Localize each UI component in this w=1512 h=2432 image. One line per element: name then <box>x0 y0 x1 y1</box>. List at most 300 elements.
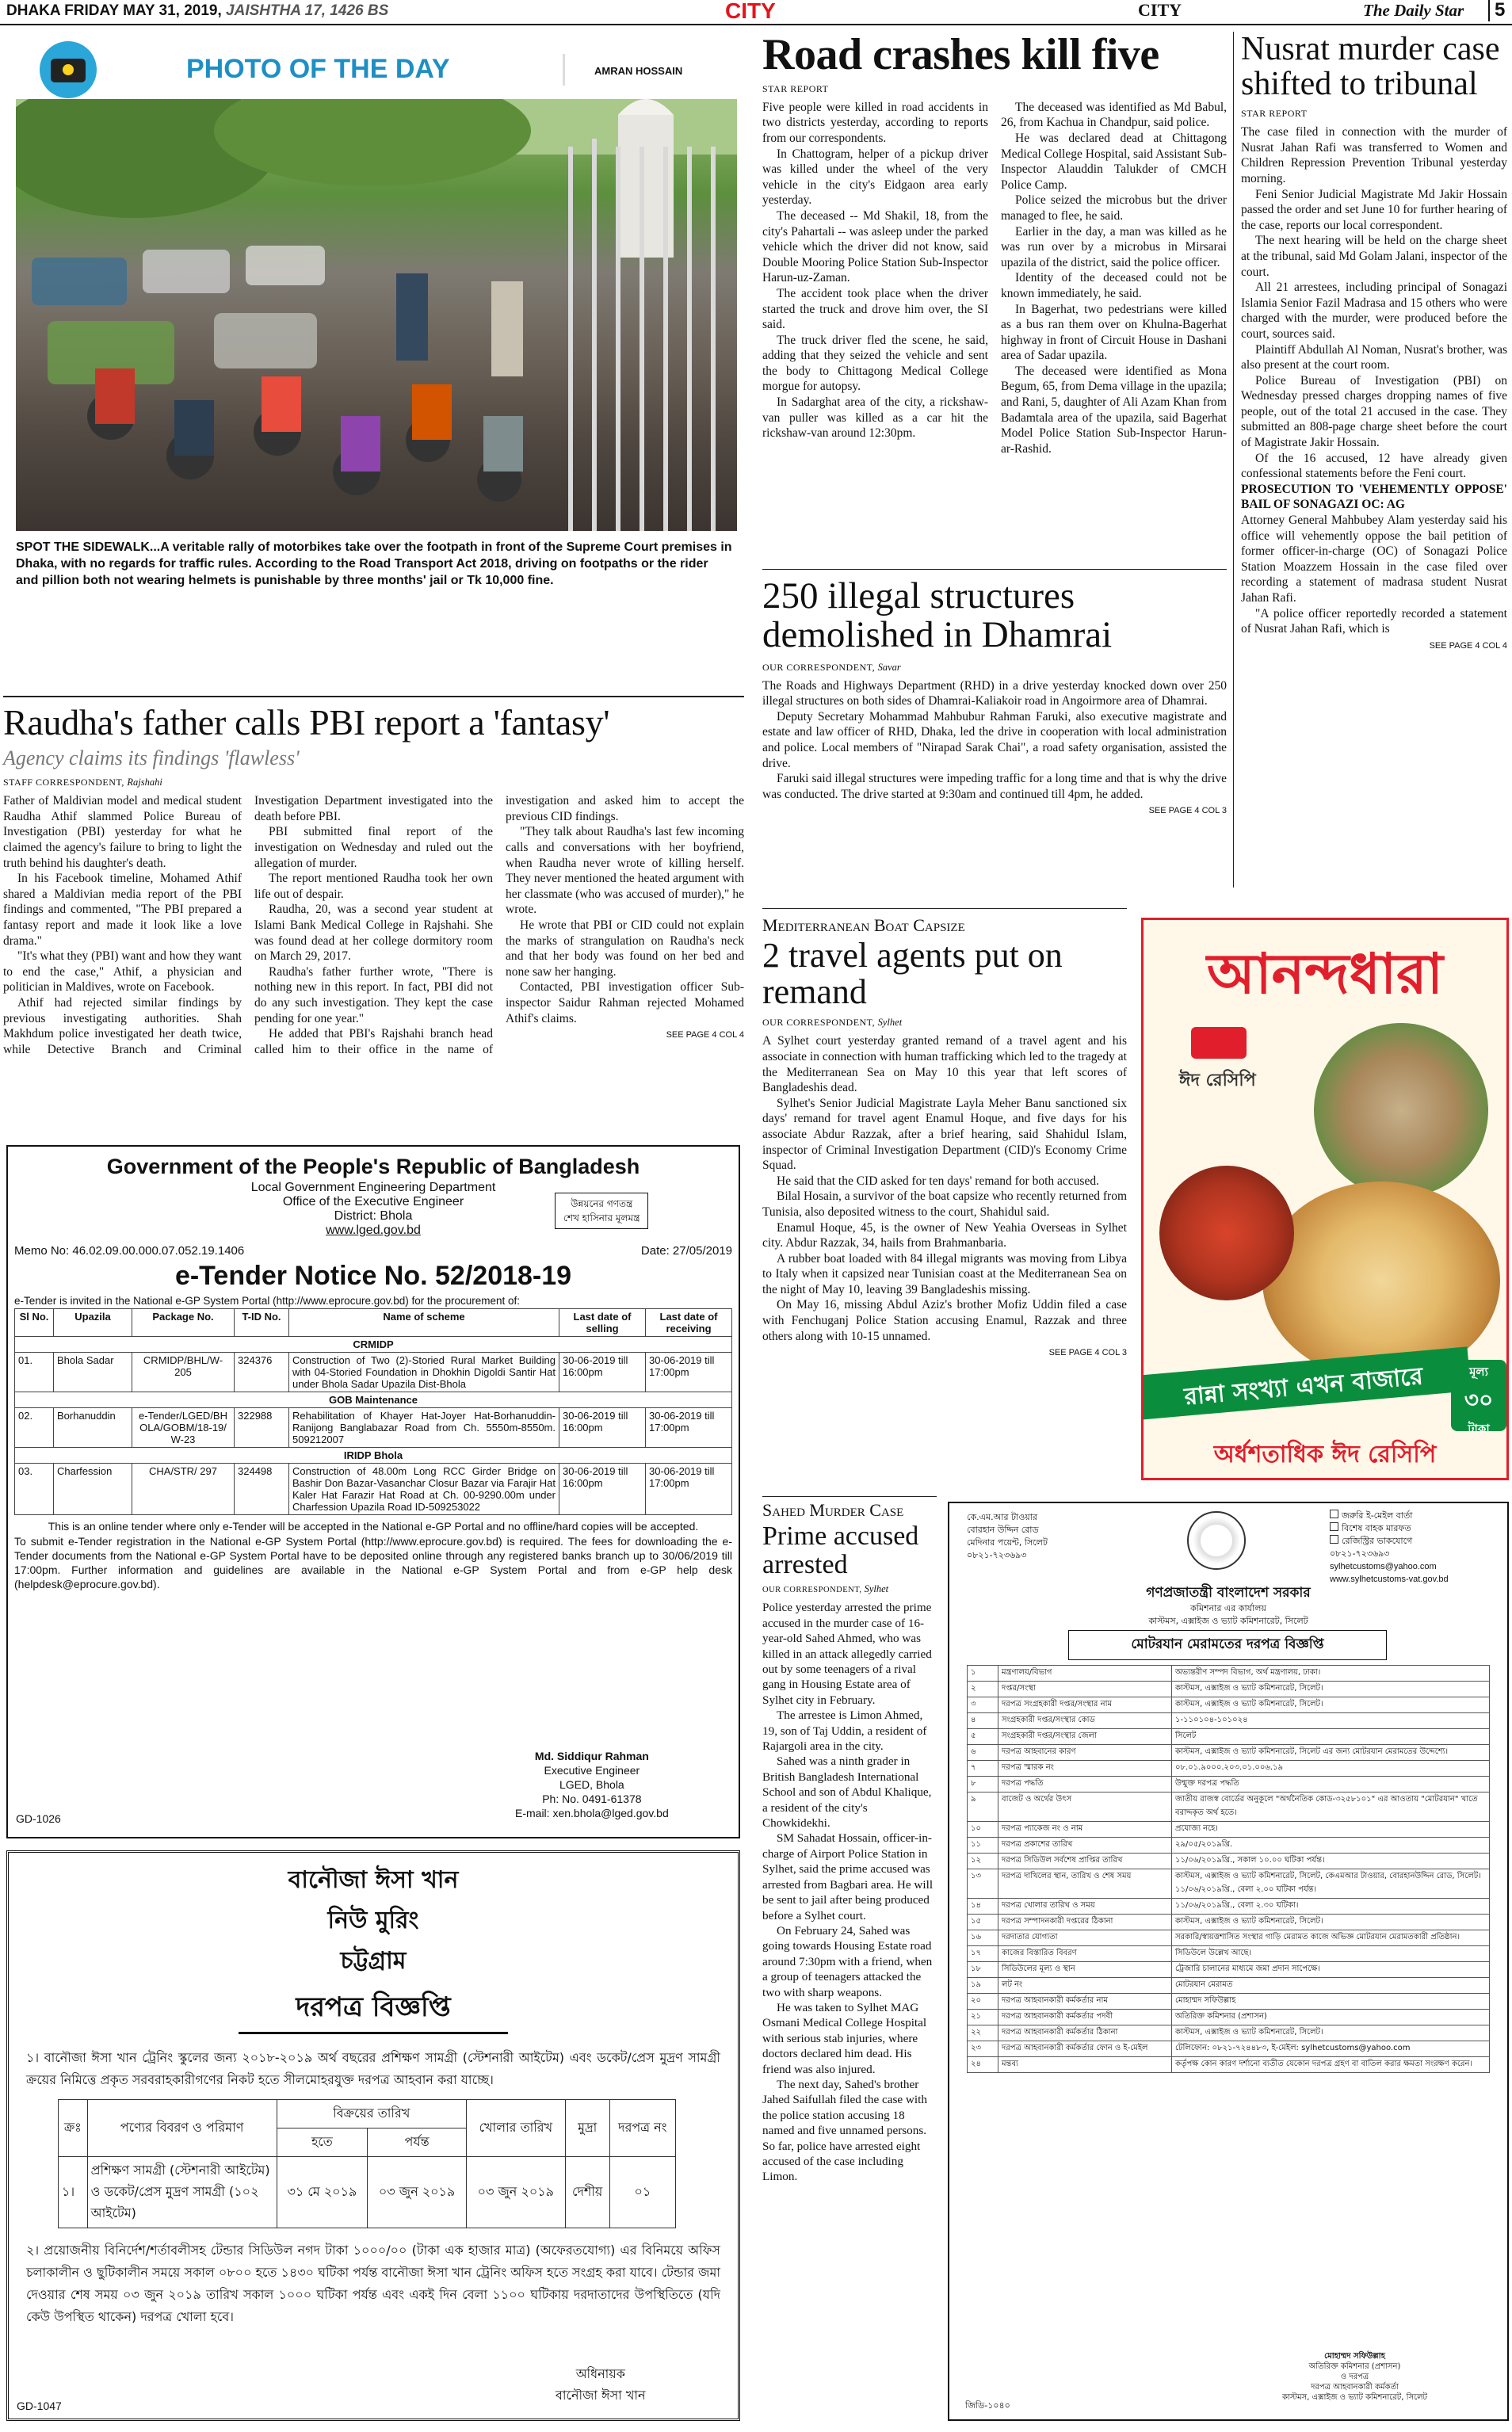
cell: 30-06-2019 till 16:00pm <box>559 1353 646 1392</box>
cell: ১। <box>59 2157 88 2228</box>
cell: ৩১ মে ২০১৯ <box>277 2157 368 2228</box>
tender-note-online: This is an online tender where only e-Tender will be accepted in the National e-GP Portal and no offline/hard copies will be accepted. <box>48 1520 699 1533</box>
table-row <box>968 1777 1490 1793</box>
section-label: CITY <box>1138 0 1182 20</box>
cell: ১-১১০১০৪-১০১০২৪ <box>1172 1713 1490 1729</box>
paragraph: "They talk about Raudha's last few incoming calls and conversations with her boyfriend, when Raudha never wrote of killing herself. They never mentioned the heated argument with her classmate (who was accused of murder)," he wrote. <box>506 825 744 917</box>
lged-tender-ad <box>6 1145 740 1838</box>
eid-recipe-label: ঈদ রেসিপি <box>1179 1071 1256 1090</box>
paragraph: Sahed was a ninth grader in British Bangladesh International School and son of Abdul Khalique, a resident of the city's Chowkidekhi. <box>762 1754 932 1831</box>
page-number: 5 <box>1488 0 1505 21</box>
table-row <box>15 1353 732 1392</box>
paragraph: Feni Senior Judicial Magistrate Md Jakir Hossain passed the order and set June 10 for further hearing of the case, reports our local correspondent. <box>1241 187 1507 232</box>
address-line: কে.এম.আর টাওয়ার <box>967 1512 1038 1522</box>
th: Sl No. <box>15 1309 54 1337</box>
cell: দরপত্র প্রকাশের তারিখ <box>998 1838 1172 1854</box>
th: ক্রঃ <box>59 2100 88 2157</box>
check-label: বিশেষ বাহক মারফত <box>1342 1523 1411 1533</box>
th: Package No. <box>132 1309 235 1337</box>
nusrat-subhead: PROSECUTION TO 'VEHEMENTLY OPPOSE' BAIL OF SONAGAZI OC: AG <box>1241 482 1507 512</box>
price-label: মূল্য <box>1469 1365 1488 1379</box>
signer-name: Md. Siddiqur Rahman <box>534 1750 649 1762</box>
paragraph: "It's what they (PBI) want and how they want to end the case," Athif, a physician and politician in Maldives, wrote on Facebook. <box>3 949 242 995</box>
date-text: DHAKA FRIDAY MAY 31, 2019, <box>6 2 222 19</box>
paragraph: The next hearing will be held on the charge sheet at the tribunal, said Md Golam Jalani, inspector of the court. <box>1241 234 1507 279</box>
table-row <box>968 1962 1490 1978</box>
table-row <box>968 2010 1490 2025</box>
cell: দরপত্র প্যাকেজ নং ও নাম <box>998 1822 1172 1838</box>
cell: সংগ্রহকারী দপ্তর/সংস্থার জেলা <box>998 1729 1172 1745</box>
paragraph: In Chattogram, helper of a pickup driver was killed under the wheel of the very vehicle in the city's Eidgaon area early yesterday. <box>762 147 988 208</box>
cell: দরপত্র পদ্ধতি <box>998 1777 1172 1793</box>
nusrat-byline: STAR REPORT <box>1241 108 1308 120</box>
tender-district: District: Bhola <box>334 1209 413 1223</box>
cell: Bhola Sadar <box>54 1353 132 1392</box>
customs-code: জিডি-১০৪০ <box>965 2400 1010 2411</box>
cell: দেশীয় <box>565 2157 609 2228</box>
paragraph: Plaintiff Abdullah Al Noman, Nusrat's brother, was also present at the court room. <box>1241 342 1507 372</box>
cell: ২ <box>968 1682 998 1697</box>
cell: কাজের বিস্তারিত বিবরণ <box>998 1946 1172 1962</box>
cell: উন্মুক্ত দরপত্র পদ্ধতি <box>1172 1777 1490 1793</box>
byline-place: Rajshahi <box>127 777 162 788</box>
road-headline: Road crashes kill five <box>762 30 1159 79</box>
cell: কাস্টমস, এক্সাইজ ও ভ্যাট কমিশনারেট, সিলেট। <box>1172 1682 1490 1697</box>
table-row <box>968 1994 1490 2010</box>
customs-gov-title: গণপ্রজাতন্ত্রী বাংলাদেশ সরকার <box>1146 1585 1311 1601</box>
sign-line: কাস্টমস, এক্সাইজ ও ভ্যাট কমিশনারেট, সিলেট <box>1282 2393 1427 2402</box>
sahed-kicker: Sahed Murder Case <box>762 1500 904 1520</box>
food-plate-curry <box>1314 1023 1488 1197</box>
tender-memo: Memo No: 46.02.09.00.000.07.052.19.1406 <box>14 1244 245 1258</box>
paragraph: Faruki said illegal structures were impeding traffic for a long time and that is why the drive was conducted. The drive started at 9:30am and continued till 4pm, he added. <box>762 772 1227 801</box>
table-row <box>968 1915 1490 1930</box>
group-row: IRIDP Bhola <box>15 1448 732 1464</box>
cell: ১৩ <box>968 1869 998 1899</box>
price-badge <box>1451 1360 1506 1436</box>
dhamrai-body <box>762 678 1227 819</box>
byline-place: Sylhet <box>864 1583 889 1595</box>
ad-title: দরপত্র বিজ্ঞপ্তি <box>239 1987 508 2034</box>
table-row <box>968 1930 1490 1946</box>
sign-line: অতিরিক্ত কমিশনার (প্রশাসন) <box>1308 2362 1401 2371</box>
tender-signature <box>515 1749 669 1820</box>
tender-note-fees: To submit e-Tender registration in the National e-GP System Portal (http://www.eprocure.gov.bd) is required. The fees for downloading the e-Tender documents from the National e-GP System Portal have to be deposited online through any registered banks branch up to 30/06/2019 till 17:00pm. Further information and guidelines are available in the National e-GP System Portal and from e-GP help desk (helpdesk@eprocure.gov.bd). <box>14 1535 732 1590</box>
paragraph: Police yesterday arrested the prime accused in the murder case of 16-year-old Sahed Ahmed, who was killed in an attack allegedly carried out by some teenagers of a rival gang in Housing Estate area of Sylhet city in February. <box>762 1601 932 1707</box>
tender-govt-title: Government of the People's Republic of Bangladesh <box>106 1155 640 1178</box>
cell: কাস্টমস, এক্সাইজ ও ভ্যাট কমিশনারেট, সিলেট। <box>1172 1697 1490 1713</box>
dhamrai-headline: 250 illegal structures demolished in Dhamrai <box>762 575 1113 656</box>
cell: ০১ <box>609 2157 675 2228</box>
dhamrai-byline <box>762 662 1227 674</box>
paragraph: Identity of the deceased could not be known immediately, he said. <box>1001 271 1227 300</box>
section-label-red: CITY <box>725 0 776 23</box>
group-row: GOB Maintenance <box>15 1392 732 1408</box>
masthead-date <box>6 2 388 20</box>
customs-email[interactable]: sylhetcustoms@yahoo.com <box>1330 1562 1437 1571</box>
cell: মোহাম্মদ সফিউল্লাহ <box>1172 1994 1490 2010</box>
raudha-byline <box>3 777 744 788</box>
cell: ১৭ <box>968 1946 998 1962</box>
cell: ২৩ <box>968 2041 998 2057</box>
boat-kicker: Mediterranean Boat Capsize <box>762 915 965 935</box>
food-plate-small <box>1159 1166 1294 1300</box>
cell: ৫ <box>968 1729 998 1745</box>
paragraph: The truck driver fled the scene, he said, adding that they seized the vehicle and sent the body to Chittagong Medical College morgue for autopsy. <box>762 333 988 394</box>
paragraph: He added that PBI's Rajshahi branch head called him to their office in the name of investigation and asked him to accept the previous CID findings. <box>254 794 744 1056</box>
cell: ০৩ জুন ২০১৯ <box>368 2157 467 2228</box>
byline-text: OUR CORRESPONDENT, <box>762 661 876 673</box>
sahed-headline: Prime accused arrested <box>762 1521 919 1579</box>
boat-byline <box>762 1017 1127 1029</box>
tender-table <box>14 1308 732 1515</box>
cell: দরপত্র স্মারক নং <box>998 1761 1172 1777</box>
tender-stamp <box>555 1193 648 1229</box>
cell: ৭ <box>968 1761 998 1777</box>
boat-body <box>762 1033 1127 1361</box>
paragraph: Deputy Secretary Mohammad Mahbubur Rahman Faruki, also executive magistrate and estate and law officer of RHD, Dhaka, led the drive in cooperation with local administration and police. Local members of "Nirapad Sarak Chai", a road safety organisation, assisted the drive. <box>762 709 1227 770</box>
table-row <box>968 1761 1490 1777</box>
cell: ২১ <box>968 2010 998 2025</box>
cell: ৪ <box>968 1713 998 1729</box>
paragraph: A rubber boat loaded with 84 illegal migrants was moving from Libya to Italy when it capsized near Tunisian coast at the Mediterranean Sea on the night of May 10, leaving 39 Bangladeshis missing. <box>762 1251 1127 1296</box>
cell: কাস্টমস, এক্সাইজ ও ভ্যাট কমিশনারেট, সিলেট এর জন্য মোটরযান মেরামতের উদ্দেশ্যে। <box>1172 1745 1490 1761</box>
cell: দরপত্র আহবানকারী কর্মকর্তার নাম <box>998 1994 1172 2010</box>
cell: অতিরিক্ত কমিশনার (প্রশাসন) <box>1172 2010 1490 2025</box>
customs-address <box>967 1511 1048 1562</box>
cell: ১৯ <box>968 1978 998 1994</box>
paragraph: The arrestee is Limon Ahmed, 19, son of Taj Uddin, a resident of Rajargoli area in the city. <box>762 1709 927 1754</box>
cell: ৬ <box>968 1745 998 1761</box>
sign-line: দরপত্র আহবানকারী কর্মকর্তা <box>1311 2383 1399 2392</box>
cell: সিলেট <box>1172 1729 1490 1745</box>
cell: ৯ <box>968 1793 998 1822</box>
tender-date: Date: 27/05/2019 <box>640 1244 732 1258</box>
paragraph: The deceased were identified as Mona Begum, 65, from Dema village in the upazila; and Rani, 5, daughter of Ali Azam Khan from Badamtala area of the upazila, said Bagerhat Model Police Station Sub-Inspector Harun-ar-Rashid. <box>1001 364 1227 456</box>
paragraph: Father of Maldivian model and medical student Raudha Athif slammed Police Bureau of Investigation (PBI) yesterday for what he claimed the agency's failure to bring to light the truth behind his daughter's death. <box>3 794 242 870</box>
cell: বাজেট ও অর্থের উৎস <box>998 1793 1172 1822</box>
paragraph: SM Sahadat Hossain, officer-in-charge of Airport Police Station in Sylhet, said the prime accused was arrested from Bagbari area. He will be sent to jail after being produced before a Sylhet court. <box>762 1831 934 1922</box>
camera-icon <box>40 41 97 98</box>
signer-email[interactable]: E-mail: xen.bhola@lged.gov.bd <box>515 1807 669 1819</box>
table-row <box>968 2057 1490 2073</box>
cell: অভ্যন্তরীণ সম্পদ বিভাগ, অর্থ মন্ত্রণালয়, ঢাকা। <box>1172 1666 1490 1682</box>
cell: ২৪ <box>968 2057 998 2073</box>
paragraph: Bilal Hosain, a survivor of the boat capsize who recently returned from Tunisia, also deposited witness to the court, Shahidul said. <box>762 1189 1127 1219</box>
group-row: CRMIDP <box>15 1337 732 1353</box>
cell: ১১/০৬/২০১৯খ্রি., বেলা ২.৩০ ঘটিকা। <box>1172 1899 1490 1915</box>
address-line: মেদিনার পয়েন্ট, সিলেট <box>967 1537 1048 1548</box>
paragraph: Athif had rejected similar findings by previous investigating authorities. Shah Makhdum police investigated her death twice, while Detective Branch and Criminal Investigation Department investigated into the death before PBI. <box>3 794 493 1056</box>
cell: সংগ্রহকারী দপ্তর/সংস্থার কোড <box>998 1713 1172 1729</box>
table-row <box>968 1838 1490 1854</box>
cell: ১০ <box>968 1822 998 1838</box>
photo-banner-title: PHOTO OF THE DAY <box>186 54 450 84</box>
paragraph: All 21 arrestees, including principal of Sonagazi Islamia Senior Fazil Madrasa and 15 others who were charged with the murder, were produced before the court, sources said. <box>1241 281 1507 341</box>
cell: CRMIDP/BHL/W-205 <box>132 1353 235 1392</box>
ad-para2: ২। প্রয়োজনীয় বিনির্দেশ/শর্তাবলীসহ টেন্ডার সিডিউল নগদ টাকা ১০০০/০০ (টাকা এক হাজার মাত্র) (অফেরতযোগ্য) এর বিনিময়ে অফিস চলাকালীন ও ছুটিকালীন সময়ে সকাল ০৮০০ হতে ১৪৩০ ঘটিকা পর্যন্ত বানৌজা ঈসা খান ট্রেনিং অফিস হতে সংগ্রহ করা যাবে। টেন্ডার জমা দেওয়ার শেষ সময় ০৩ জুন ২০১৯ তারিখ সকাল ১০০০ ঘটিকা পর্যন্ত এবং একই দিন বেলা ১১০০ ঘটিকায় দরদাতাদের উপস্থিতিতে (যদি কেউ উপস্থিত থাকেন) দরপত্র খোলা হবে। <box>26 2243 721 2324</box>
cell: লট নং <box>998 1978 1172 1994</box>
cell: ২০ <box>968 1994 998 2010</box>
cell: কাস্টমস, এক্সাইজ ও ভ্যাট কমিশনারেট, সিলেট। <box>1172 1915 1490 1930</box>
cell: কাস্টমস, এক্সাইজ ও ভ্যাট কমিশনারেট, সিলেট, কেএমআর টাওয়ার, বোরহানউদ্দিন রোড, সিলেট। ১১/০৬/২০১৯খ্রি., বেলা ২.০০ ঘটিকা পর্যন্ত। <box>1172 1869 1490 1899</box>
cell: সরকারি/স্বায়ত্তশাসিত সংস্থার গাড়ি মেরামত কাজে অভিজ্ঞ মোটরযান মেরামতকারী প্রতিষ্ঠান। <box>1172 1930 1490 1946</box>
cell: প্রশিক্ষণ সামগ্রী (স্টেশনারী আইটেম) ও ডকেট/প্রেস মুদ্রণ সামগ্রী (১০২ আইটেম) <box>87 2157 277 2228</box>
paragraph: Sylhet's Senior Judicial Magistrate Layla Meher Banu sanctioned six days' remand for travel agent Enamul Hoque, and five days for his associate Abdur Razzak, after a brief hearing, said Shahidul Islam, inspector of Criminal Investigation Department (CID)'s Economy Crime Squad. <box>762 1096 1127 1173</box>
table-row <box>968 2041 1490 2057</box>
sahed-body <box>762 1600 937 2184</box>
continued-note: SEE PAGE 4 COL 4 <box>666 1030 744 1040</box>
cell: ৮ <box>968 1777 998 1793</box>
ad-line1: বানৌজা ঈসা খান <box>288 1866 459 1894</box>
cell: ট্রেজারি চালানের মাধ্যমে জমা প্রদান সাপেক্ষে। <box>1172 1962 1490 1978</box>
table-row <box>968 1899 1490 1915</box>
cell: Rehabilitation of Khayer Hat-Joyer Hat-Borhanuddin-Ranijong Banglabazar Road from Ch. 5550m-8550m. 509212007 <box>289 1408 559 1448</box>
cell: ০৮.০১.৯০০০.২০৩.০১.০০৬.১৯ <box>1172 1761 1490 1777</box>
cell: দরপত্র দাখিলের স্থান, তারিখ ও শেষ সময় <box>998 1869 1172 1899</box>
table-row <box>59 2157 676 2228</box>
table-row <box>968 1869 1490 1899</box>
cell: প্রযোজ্য নহে। <box>1172 1822 1490 1838</box>
customs-signature <box>1282 2351 1427 2403</box>
street-photo <box>16 99 737 531</box>
nusrat-headline: Nusrat murder case shifted to tribunal <box>1241 31 1500 103</box>
paragraph: On February 24, Sahed was going towards Housing Estate road around 7:30pm with a friend, when a group of teenagers attacked the two with sharp weapons. <box>762 1923 933 1999</box>
masthead <box>0 0 1512 25</box>
paragraph: Police seized the microbus but the driver managed to flee, he said. <box>1001 193 1227 223</box>
ad-para1: ১। বানৌজা ঈসা খান ট্রেনিং স্কুলের জন্য ২০১৮-২০১৯ অর্থ বছরের প্রশিক্ষণ সামগ্রী (স্টেশনারী আইটেম) এবং ডকেট/প্রেস মুদ্রণ সামগ্রী ক্রয়ের নিমিত্তে প্রকৃত সরবরাহকারীগণের নিকট হতে সীলমোহরযুক্ত দরপত্র আহবান করা যাচ্ছে। <box>26 2050 720 2087</box>
cell: সিডিউলের মূল্য ও স্থান <box>998 1962 1172 1978</box>
cell: e-Tender/LGED/BHOLA/GOBM/18-19/W-23 <box>132 1408 235 1448</box>
paragraph: Enamul Hoque, 45, is the owner of New Yeahia Overseas in Sylhet city. Abdur Razzak, 34, hails from Brahmanbaria. <box>762 1220 1127 1250</box>
customs-office1: কমিশনার এর কার্যালয় <box>1190 1603 1266 1613</box>
signer-line: Ph: No. 0491-61378 <box>542 1793 642 1805</box>
paragraph: A Sylhet court yesterday granted remand of a travel agent and his associate in connection with human trafficking which led to the tragedy at the Mediterranean Sea on May 10 this year that left scores of Bangladeshis dead. <box>762 1034 1127 1095</box>
table-row <box>968 1978 1490 1994</box>
cell: দরপত্র খোলার তারিখ ও সময় <box>998 1899 1172 1915</box>
cell: ১৫ <box>968 1915 998 1930</box>
th: Last date of receiving <box>646 1309 732 1337</box>
sign-title: অধিনায়ক <box>575 2366 625 2381</box>
ad-code: GD-1047 <box>17 2400 62 2412</box>
cell: Construction of Two (2)-Storied Rural Market Building with 04-Storied Foundation in Dhokhin Digoldi Santir Hat under Bhola Sadar Upazila Dist-Bhola <box>289 1353 559 1392</box>
th: পর্যন্ত <box>368 2128 467 2157</box>
cell: Borhanuddin <box>54 1408 132 1448</box>
raudha-body <box>3 793 744 1114</box>
cell: দপ্তর/সংস্থা <box>998 1682 1172 1697</box>
customs-website[interactable]: www.sylhetcustoms-vat.gov.bd <box>1330 1575 1449 1584</box>
cell: 03. <box>15 1464 54 1515</box>
check-item <box>1330 1548 1449 1560</box>
paragraph: He wrote that PBI or CID could not explain the marks of strangulation on Raudha's neck and that her body was found on her bed and none saw her hanging. <box>506 918 744 979</box>
table-row <box>968 1666 1490 1682</box>
th: বিক্রয়ের তারিখ <box>277 2100 466 2128</box>
road-byline: STAR REPORT <box>762 82 829 94</box>
cell: ২২ <box>968 2025 998 2041</box>
paragraph: Raudha's father further wrote, "There is nothing new in this report. In fact, PBI did not do any such investigation. They kept the case pending for one year." <box>254 964 493 1025</box>
check-item[interactable] <box>1330 1522 1449 1535</box>
sign-line: মোহাম্মদ সফিউল্লাহ <box>1324 2352 1385 2361</box>
table-row <box>968 1946 1490 1962</box>
tender-website[interactable]: www.lged.gov.bd <box>326 1224 421 1237</box>
paper-logo: The Daily Star <box>1363 1 1464 20</box>
table-row <box>968 1682 1490 1697</box>
paragraph: Five people were killed in road accidents in two districts yesterday, according to reports from our correspondents. <box>762 100 988 145</box>
cell: দরপত্র আহবানকারী কর্মকর্তার পদবী <box>998 2010 1172 2025</box>
cell: 30-06-2019 till 17:00pm <box>646 1464 732 1515</box>
photo-credit: AMRAN HOSSAIN <box>594 65 683 77</box>
sign-line: ও দরপত্র <box>1340 2373 1369 2381</box>
th: Upazila <box>54 1309 132 1337</box>
paragraph: "A police officer reportedly recorded a statement of Nusrat Jahan Rafi, which is <box>1241 606 1507 636</box>
cell: টেলিফোন: ০৮২১-৭২৪৪৮৩, ই-মেইল: sylhetcustoms@yahoo.com <box>1172 2041 1490 2057</box>
cell: দরপত্র আহবানকারী কর্মকর্তার ফোন ও ই-মেইল <box>998 2041 1172 2057</box>
paragraph: The Roads and Highways Department (RHD) in a drive yesterday knocked down over 250 illegal structures on both sides of Dhamrai-Kaliakoir road in Angoirmore area of Dhamrai. <box>762 678 1227 708</box>
nusrat-article <box>1241 32 1507 654</box>
govt-emblem-icon <box>1187 1511 1246 1570</box>
paragraph: In Sadarghat area of the city, a rickshaw-van puller was killed as a car hit the rickshaw-van around 12:30pm. <box>762 395 988 441</box>
paragraph: The report mentioned Raudha took her own life out of despair. <box>254 872 493 901</box>
cell: ১৪ <box>968 1899 998 1915</box>
byline-text: OUR CORRESPONDENT, <box>762 1586 862 1595</box>
issa-khan-tender-ad <box>6 1850 740 2421</box>
cell: Construction of 48.00m Long RCC Girder Bridge on Bashir Don Bazar-Vasanchar Closur Bazar via Farajir Hat Kaler Hat Farazir Hat Road at Ch. 00-9290.00m under Charfession Upazila Road ID-509253022 <box>289 1464 559 1515</box>
tender-office: Office of the Executive Engineer <box>282 1195 464 1208</box>
cell: দরপত্র আহবানকারী কর্মকর্তার ঠিকানা <box>998 2025 1172 2041</box>
th: পণ্যের বিবরণ ও পরিমাণ <box>87 2100 277 2157</box>
check-label: জরুরি ই-মেইল বার্তা <box>1342 1510 1413 1521</box>
tender-invite: e-Tender is invited in the National e-GP System Portal (http://www.eprocure.gov.bd) for the procurement of: <box>14 1295 521 1307</box>
table-row <box>968 1822 1490 1838</box>
paragraph: On May 16, missing Abdul Aziz's brother Mofiz Uddin filed a case with Fenchuganj Police Station accusing Enamul, Razzak and three others along with 10-15 unnamed. <box>762 1298 1127 1343</box>
anandadhara-title: আনন্দধারা <box>1207 941 1443 1006</box>
cell: মোটরযান মেরামত <box>1172 1978 1490 1994</box>
tender-code: GD-1026 <box>16 1812 61 1825</box>
table-row <box>968 1854 1490 1869</box>
cell: সিডিউলে উল্লেখ আছে। <box>1172 1946 1490 1962</box>
th: মুদ্রা <box>565 2100 609 2157</box>
byline-text: STAFF CORRESPONDENT, <box>3 777 124 788</box>
cell: 324376 <box>235 1353 289 1392</box>
cell: দরদাতার যোগ্যতা <box>998 1930 1172 1946</box>
paragraph: In his Facebook timeline, Mohamed Athif shared a Maldivian media report of the PBI findings and commented, "The PBI prepared a fantasy report and made it look like a love drama." <box>3 872 242 948</box>
cell: 30-06-2019 till 17:00pm <box>646 1353 732 1392</box>
continued-note: SEE PAGE 4 COL 4 <box>1429 640 1507 651</box>
photo-scene <box>16 99 737 531</box>
check-item[interactable] <box>1330 1535 1449 1548</box>
th: দরপত্র নং <box>609 2100 675 2157</box>
sahed-byline <box>762 1583 937 1595</box>
photo-caption: SPOT THE SIDEWALK...A veritable rally of motorbikes take over the footpath in front of the Supreme Court premises in Dhaka, with no regards for traffic rules. According to the Road Transport Act 2018, driving on footpaths or the rider and pillion both not wearing helmets is punishable by three months' jail or Tk 10,000 fine. <box>16 540 732 587</box>
cell: ১৮ <box>968 1962 998 1978</box>
cell: জাতীয় রাজস্ব বোর্ডের অনুকূলে "অর্থনৈতিক কোড-৩২৫৮১০১" এর আওতায় "মোটরযান" খাতে বরাদ্দকৃত অর্থ হতে। <box>1172 1793 1490 1822</box>
table-row <box>968 1697 1490 1713</box>
cell: মন্ত্রণালয়/বিভাগ <box>998 1666 1172 1682</box>
road-body <box>762 100 1227 595</box>
paragraph: The deceased was identified as Md Babul, 26, from Kachua in Chandpur, said police. <box>1001 100 1227 130</box>
table-row <box>15 1464 732 1515</box>
th: Name of scheme <box>289 1309 559 1337</box>
table-row <box>968 2025 1490 2041</box>
paragraph: Attorney General Mahbubey Alam yesterday said his office will vehemently oppose the bail petition of former officer-in-charge (OC) of Sonagazi Police Station Moazzem Hossain in the case filed over recording a statement of madrasa student Nusrat Jahan Rafi. <box>1241 514 1507 605</box>
check-label: ০৮২১-৭২৩৬৯৩ <box>1330 1548 1390 1559</box>
stamp-line: শেখ হাসিনার মূলমন্ত্র <box>563 1212 640 1224</box>
paragraph: The deceased -- Md Shakil, 18, from the city's Pahartali -- was asleep under the parked vehicle which the driver did not know, said Double Mooring Police Station Sub-Inspector Harun-uz-Zaman. <box>762 208 988 285</box>
customs-tender-ad <box>948 1502 1509 2421</box>
cell: 01. <box>15 1353 54 1392</box>
check-label: রেজিস্ট্রির ভাকযোগে <box>1342 1536 1413 1546</box>
th: খোলার তারিখ <box>466 2100 565 2157</box>
raudha-headline: Raudha's father calls PBI report a 'fantasy' <box>3 702 610 743</box>
paragraph: He said that the CID asked for ten days' remand for both accused. <box>777 1174 1099 1188</box>
price-value: ৩০ <box>1464 1387 1494 1413</box>
customs-table <box>967 1665 1490 2073</box>
sahed-article <box>762 1500 937 2185</box>
th: T-ID No. <box>235 1309 289 1337</box>
cell: দরপত্র সম্পাদনকারী দপ্তরের ঠিকানা <box>998 1915 1172 1930</box>
cell: কর্তৃপক্ষ কোন কারণ দর্শানো ব্যতীত যেকোন দরপত্র গ্রহণ বা বাতিল করার ক্ষমতা সংরক্ষণ করেন। <box>1172 2057 1490 2073</box>
cell: ১ <box>968 1666 998 1682</box>
paragraph: Raudha, 20, was a second year student at Islami Bank Medical College in Rajshahi. She was found dead at her college dormitory room on March 29, 2017. <box>254 903 493 964</box>
check-item[interactable] <box>1330 1510 1449 1522</box>
continued-note: SEE PAGE 4 COL 3 <box>1148 806 1227 816</box>
byline-place: Sylhet <box>877 1017 903 1029</box>
nusrat-body <box>1241 124 1507 654</box>
customs-checks <box>1330 1510 1449 1586</box>
paragraph: The accident took place when the driver started the truck and drove him over, the SI said. <box>762 286 988 332</box>
table-row <box>968 1713 1490 1729</box>
cell: ১১ <box>968 1838 998 1854</box>
eid-badge <box>1191 1027 1247 1059</box>
table-row <box>968 1729 1490 1745</box>
cell: 02. <box>15 1408 54 1448</box>
tender-dept: Local Government Engineering Department <box>250 1181 496 1194</box>
byline-text: OUR CORRESPONDENT, <box>762 1017 876 1029</box>
address-line: ০৮২১-৭২৩৬৯৩ <box>967 1550 1027 1560</box>
paragraph: Earlier in the day, a man was killed as he was run over by a microbus in Mirsarai upazila of the district, said the police officer. <box>1001 224 1227 269</box>
paragraph: PBI submitted final report of the investigation on Wednesday and ruled out the allegation of murder. <box>254 825 493 870</box>
boat-capsize-article <box>762 915 1127 1361</box>
ad-line3: চট্টগ্রাম <box>340 1947 407 1975</box>
photo-banner <box>8 48 745 91</box>
band-text: রান্না সংখ্যা এখন বাজারে <box>1183 1362 1425 1411</box>
dhamrai-article <box>762 577 1227 819</box>
stamp-line: উন্নয়নের গণতন্ত্র <box>571 1198 633 1209</box>
date-bn: JAISHTHA 17, 1426 BS <box>226 2 389 19</box>
table-row <box>15 1408 732 1448</box>
continued-note: SEE PAGE 4 COL 3 <box>1048 1348 1127 1358</box>
cell: 322988 <box>235 1408 289 1448</box>
byline-place: Savar <box>877 661 901 673</box>
paragraph: The next day, Sahed's brother Jahed Saifullah filed the case with the police station accusing 18 named and five unnamed persons. So far, police have arrested eight accused of the case including Limon. <box>762 2077 927 2184</box>
cell: ১১/০৬/২০১৯খ্রি., সকাল ১০.০০ ঘটিকা পর্যন্ত। <box>1172 1854 1490 1869</box>
price-unit: টাকা <box>1468 1422 1490 1436</box>
tender-notice-title: e-Tender Notice No. 52/2018-19 <box>174 1261 572 1291</box>
ad-table <box>58 2099 676 2228</box>
paragraph: The case filed in connection with the murder of Nusrat Jahan Rafi was transferred to Women and Children Repression Prevention Tribunal yesterday morning. <box>1241 125 1507 185</box>
cell: ২৯/০৫/২০১৯খ্রি. <box>1172 1838 1490 1854</box>
th: হতে <box>277 2128 368 2157</box>
cell: Charfession <box>54 1464 132 1515</box>
paragraph: He was taken to Sylhet MAG Osmani Medical College Hospital with serious stab injuries, where doctors declared him dead. His friend was also injured. <box>762 2000 927 2076</box>
boat-headline: 2 travel agents put on remand <box>762 936 1063 1012</box>
paragraph: Contacted, PBI investigation officer Sub-inspector Saidur Rahman rejected Mohamed Athif's claims. <box>506 980 744 1025</box>
ad-line2: নিউ মুরিং <box>327 1907 419 1934</box>
cell: ০৩ জুন ২০১৯ <box>466 2157 565 2228</box>
cell: 324498 <box>235 1464 289 1515</box>
cell: 30-06-2019 till 16:00pm <box>559 1408 646 1448</box>
cell: CHA/STR/ 297 <box>132 1464 235 1515</box>
